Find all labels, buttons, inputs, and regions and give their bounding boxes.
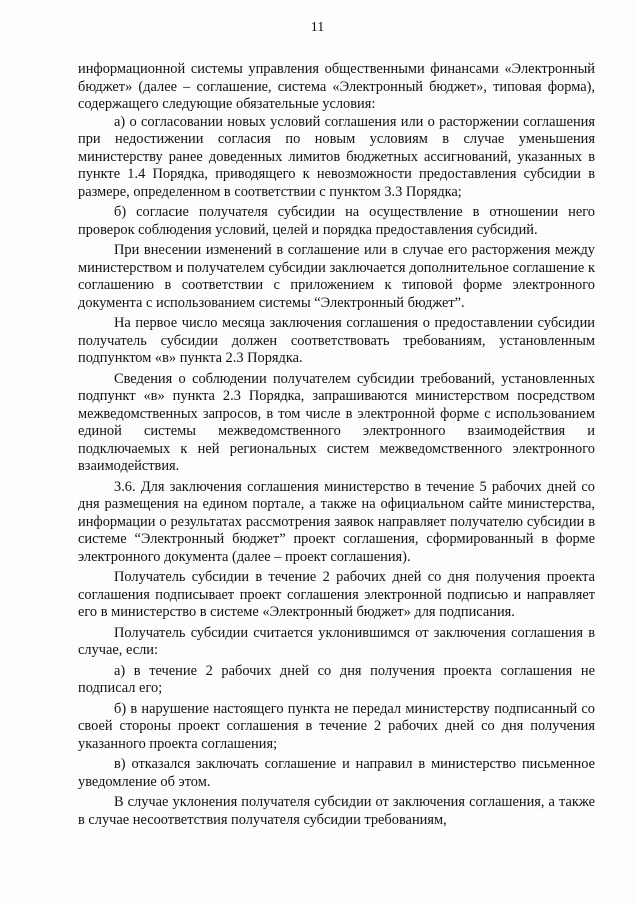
paragraph-continuation: информационной системы управления общественными финансами «Электронный бюджет» (далее – соглашение, система «Электронный бюджет», типовая форма), содержащего следующие обязательные условия:: [78, 61, 595, 112]
page-number: 11: [310, 20, 325, 35]
paragraph-evasion-b: б) в нарушение настоящего пункта не передал министерству подписанный со своей стороны проект соглашения в течение 2 рабочих дней со дня получения указанного проекта соглашения;: [78, 700, 595, 752]
paragraph-condition-b: б) согласие получателя субсидии на осуществление в отношении него проверок соблюдения условий, целей и порядка предоставления субсидий.: [78, 204, 595, 238]
paragraph-compliance-info: Сведения о соблюдении получателем субсидии требований, установленных подпункт «в» пункта 2.3 Порядка, запрашиваются министерством посредством межведомственных запросов, в том числе в электронной форме с использованием единой системы межведомственного электронного взаимодействия и подключаемых к ней региональных систем межведомственного электронного взаимодействия.: [78, 370, 595, 474]
paragraph-amendments: При внесении изменений в соглашение или в случае его расторжения между министерством и получателем субсидии заключается дополнительное соглашение к соглашению в соответствии с приложением к типовой форме электронного документа с использованием системы “Электронный бюджет”.: [78, 242, 595, 311]
paragraph-evasion-c: в) отказался заключать соглашение и направил в министерство письменное уведомление об этом.: [78, 756, 595, 790]
paragraph-condition-a: а) о согласовании новых условий соглашения или о расторжении соглашения при недостижении согласия по новым условиям в случае уменьшения министерству ранее доведенных лимитов бюджетных ассигнований, указанных в пункте 1.4 Порядка, приводящего к невозможности предоставления субсидии в размере, определенном в соответствии с пунктом 3.3 Порядка;: [78, 113, 595, 200]
paragraph-evasion-a: а) в течение 2 рабочих дней со дня получения проекта соглашения не подписал его;: [78, 662, 595, 696]
paragraph-evasion: Получатель субсидии считается уклонившимся от заключения соглашения в случае, если:: [78, 624, 595, 658]
paragraph-evasion-consequences: В случае уклонения получателя субсидии от заключения соглашения, а также в случае несоответствия получателя субсидии требованиям,: [78, 794, 595, 828]
paragraph-first-day-requirements: На первое число месяца заключения соглашения о предоставлении субсидии получатель субсидии должен соответствовать требованиям, установленным подпунктом «в» пункта 2.3 Порядка.: [78, 315, 595, 366]
paragraph-3-6: 3.6. Для заключения соглашения министерство в течение 5 рабочих дней со дня размещения на едином портале, а также на официальном сайте министерства, информации о результатах рассмотрения заявок направляет получателю субсидии в системе “Электронный бюджет” проект соглашения, сформированный в форме электронного документа (далее – проект соглашения).: [78, 478, 595, 565]
paragraph-recipient-signs: Получатель субсидии в течение 2 рабочих дней со дня получения проекта соглашения подписывает проект соглашения электронной подписью и направляет его в министерство в системе «Электронный бюджет» для подписания.: [78, 569, 595, 620]
document-body: [78, 61, 595, 829]
